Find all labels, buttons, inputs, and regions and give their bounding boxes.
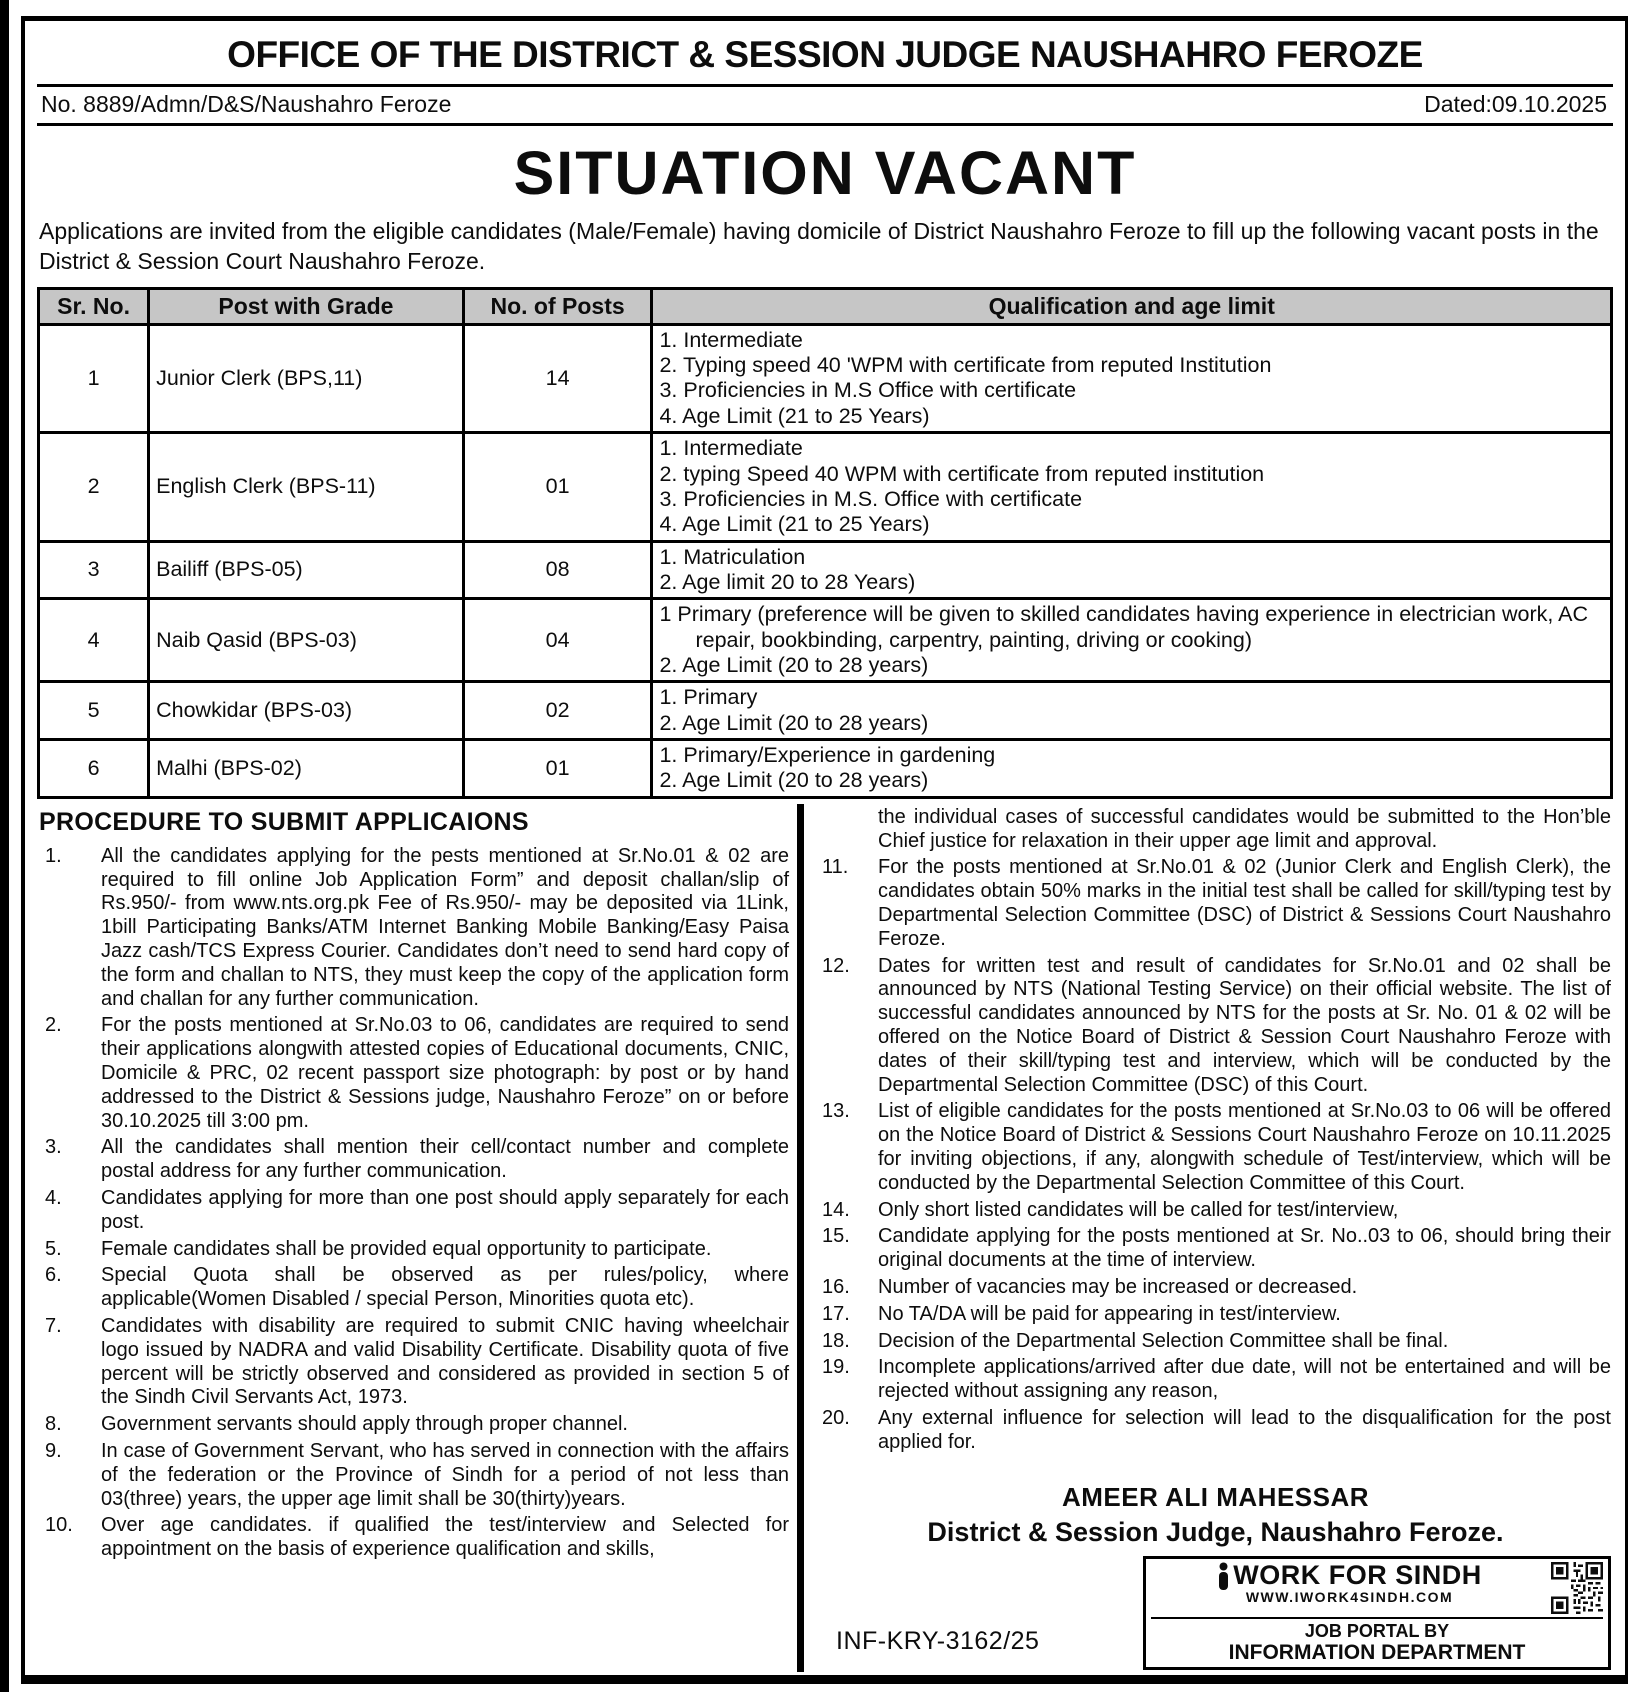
post-cell: Naib Qasid (BPS-03) [149, 599, 464, 682]
item-number: 9. [45, 1439, 62, 1462]
signature-block [820, 1482, 1611, 1548]
sr-cell: 5 [39, 682, 149, 740]
qual-line: 1. Matriculation [659, 544, 806, 569]
inf-reference-number: INF-KRY-3162/25 [836, 1627, 1040, 1656]
footer-row [820, 1548, 1611, 1673]
item-number: 14. [822, 1198, 850, 1221]
table-row [39, 541, 1612, 599]
item-text: All the candidates shall mention their cell/contact number and complete postal address for any further communication. [101, 1136, 789, 1183]
col-header-post: Post with Grade [149, 288, 464, 324]
count-cell: 01 [463, 433, 652, 541]
procedure-item [39, 1264, 789, 1312]
procedure-heading: PROCEDURE TO SUBMIT APPLICAIONS [39, 807, 529, 836]
item-number: 15. [822, 1225, 850, 1248]
count-cell: 14 [463, 324, 652, 432]
post-cell: Malhi (BPS-02) [149, 740, 464, 798]
item-text: For the posts mentioned at Sr.No.03 to 06, candidates are required to send their applications alongwith attested copies of Educational documents, CNIC, Domicile & PRC, 02 recent passport size photograph: by post or by hand addressed to the District & Sessions judge, Naushahro Feroze” on or before 30.10.2025 till 3:00 pm. [101, 1014, 789, 1132]
procedure-item [39, 1514, 789, 1562]
table-row [39, 599, 1612, 682]
post-cell: Bailiff (BPS-05) [149, 541, 464, 599]
reference-row [37, 87, 1613, 126]
page-left-margin-bar [0, 0, 9, 1692]
qual-cell [652, 599, 1612, 682]
table-row [39, 682, 1612, 740]
col-header-qualification: Qualification and age limit [652, 288, 1612, 324]
col-header-sr-no: Sr. No. [39, 288, 149, 324]
procedure-item [820, 1303, 1611, 1327]
item-10-continuation: the individual cases of successful candidates would be submitted to the Hon’ble Chief justice for relaxation in their upper age limit and approval. [878, 805, 1611, 852]
sr-cell: 3 [39, 541, 149, 599]
item-text: No TA/DA will be paid for appearing in test/interview. [878, 1302, 1341, 1325]
qual-cell [652, 541, 1612, 599]
item-text: Government servants should apply through proper channel. [101, 1413, 628, 1436]
vacancy-table [37, 287, 1613, 799]
work-for-sindh-logo-box [1143, 1556, 1611, 1671]
item-text: All the candidates applying for the pests mentioned at Sr.No.01 & 02 are required to fill online Job Application Form” and deposit challan/slip of Rs.950/- from www.nts.org.pk Fee of Rs.950/- may be deposited via 1Link, 1bill Participating Banks/ATM Internet Banking Mobile Banking/Easy Paisa Jazz cash/TCS Express Courier. Candidates don’t need to send hard copy of the form and challan to NTS, they must keep the copy of the application form and challan for any further communication. [101, 844, 789, 1010]
logo-bottom-section [1151, 1617, 1603, 1666]
item-number: 12. [822, 954, 850, 977]
qual-line: 2. Age limit 20 to 28 Years) [659, 569, 916, 594]
signatory-title: District & Session Judge, Naushahro Feroze. [927, 1516, 1504, 1547]
procedure-item [820, 1330, 1611, 1354]
item-text: List of eligible candidates for the posts mentioned at Sr.No.03 to 06 will be offered on the Notice Board of District & Sessions Court Naushahro Feroze on 10.11.2025 for inviting objections, if any, alongwith schedule of Test/interview, which will be conducted by the Departmental Selection Committee of this Court. [878, 1100, 1611, 1194]
logo-website: WWW.IWORK4SINDH.COM [1245, 1588, 1454, 1605]
procedure-item [39, 845, 789, 1012]
table-header-row [39, 288, 1612, 324]
item-number: 2. [45, 1014, 62, 1037]
qual-cell [652, 740, 1612, 798]
post-cell: Junior Clerk (BPS,11) [149, 324, 464, 432]
logo-department: INFORMATION DEPARTMENT [1228, 1641, 1526, 1665]
item-number: 11. [822, 856, 849, 879]
item-number: 1. [45, 844, 62, 867]
ad-title: SITUATION VACANT [513, 139, 1137, 207]
item-text: Only short listed candidates will be called for test/interview, [878, 1198, 1399, 1221]
procedure-item [39, 1315, 789, 1410]
qual-cell [652, 324, 1612, 432]
procedure-item [39, 1413, 789, 1437]
procedure-item [39, 1014, 789, 1133]
procedure-item [820, 1199, 1611, 1223]
item-text: Special Quota shall be observed as per rules/policy, where applicable(Women Disabled / special Person, Minorities quota etc). [101, 1264, 789, 1311]
procedure-left-column [37, 804, 797, 1673]
ad-frame [21, 16, 1628, 1684]
item-number: 8. [45, 1413, 62, 1436]
item-text: Candidates applying for more than one post should apply separately for each post. [101, 1186, 789, 1233]
qual-line: 1. Primary/Experience in gardening [659, 743, 996, 768]
item-text: Incomplete applications/arrived after due date, will not be entertained and will be rejected without assigning any reason, [878, 1356, 1611, 1403]
item-number: 10. [45, 1514, 73, 1537]
qual-line: 1. Primary [659, 685, 758, 710]
procedure-item [820, 856, 1611, 951]
procedure-item [820, 955, 1611, 1098]
item-number: 7. [45, 1314, 62, 1337]
qual-line: 3. Proficiencies in M.S Office with certificate [659, 378, 1077, 403]
reference-number: No. 8889/Admn/D&S/Naushahro Feroze [41, 91, 452, 117]
qual-line: 2. Age Limit (20 to 28 years) [659, 710, 929, 735]
procedure-item [820, 1225, 1611, 1273]
item-number: 3. [45, 1136, 62, 1159]
person-icon [1217, 1562, 1230, 1590]
intro-text: Applications are invited from the eligible candidates (Male/Female) having domicile of District Naushahro Feroze to fill up the following vacant posts in the District & Session Court Naushahro Feroze. [39, 218, 1599, 275]
count-cell: 08 [463, 541, 652, 599]
signatory-name: AMEER ALI MAHESSAR [1061, 1481, 1370, 1512]
item-number: 6. [45, 1264, 62, 1287]
table-row [39, 740, 1612, 798]
logo-title: WORK FOR SINDH [1233, 1560, 1482, 1591]
procedure-item [39, 1187, 789, 1235]
item-text: Candidates with disability are required to submit CNIC having wheelchair logo issued by NADRA and valid Disability Certificate. Disability quota of five percent will be strictly observed and considered as provided in section 5 of the Sindh Civil Servants Act, 1973. [101, 1314, 789, 1409]
procedure-right-column [804, 804, 1613, 1673]
dated-label: Dated:09.10.2025 [1424, 91, 1607, 117]
item-text: Candidate applying for the posts mentioned at Sr. No..03 to 06, should bring their original documents at the time of interview. [878, 1225, 1611, 1272]
procedure-item [820, 1100, 1611, 1195]
logo-portal-by: JOB PORTAL BY [1304, 1620, 1450, 1641]
item-text: Female candidates shall be provided equal opportunity to participate. [101, 1237, 712, 1260]
table-row [39, 324, 1612, 432]
procedure-item [39, 1136, 789, 1184]
procedure-item [39, 1238, 789, 1262]
col-header-no-of-posts: No. of Posts [463, 288, 652, 324]
column-divider-rule [797, 804, 804, 1673]
item-text: Over age candidates. if qualified the test/interview and Selected for appointment on the basis of experience qualification and skills, [101, 1514, 789, 1561]
item-number: 16. [822, 1275, 850, 1298]
procedure-item [820, 1276, 1611, 1300]
procedure-item [820, 1356, 1611, 1404]
procedure-item [820, 1407, 1611, 1455]
sr-cell: 2 [39, 433, 149, 541]
count-cell: 04 [463, 599, 652, 682]
item-number: 19. [822, 1356, 850, 1379]
item-text: Any external influence for selection will lead to the disqualification for the post applied for. [878, 1406, 1611, 1453]
qual-line: 2. Typing speed 40 'WPM with certificate from reputed Institution [659, 353, 1272, 378]
item-text: For the posts mentioned at Sr.No.01 & 02 (Junior Clerk and English Clerk), the candidates obtain 50% marks in the initial test shall be called for skill/typing test by Departmental Selection Committee (DSC) of District & Sessions Court Naushahro Feroze. [878, 856, 1611, 950]
qual-line: 1. Intermediate [659, 327, 803, 352]
item-number: 17. [822, 1302, 850, 1325]
count-cell: 02 [463, 682, 652, 740]
qr-code-icon [1551, 1562, 1603, 1614]
item-text: In case of Government Servant, who has served in connection with the affairs of the federation or the Province of Sindh for a period of not less than 03(three) years, the upper age limit shall be 30(thirty)years. [101, 1439, 789, 1510]
item-number: 20. [822, 1406, 850, 1429]
qual-line: 2. Age Limit (20 to 28 years) [659, 768, 929, 793]
sr-cell: 6 [39, 740, 149, 798]
item-number: 4. [45, 1186, 62, 1209]
qual-line: 2. Age Limit (20 to 28 years) [659, 653, 929, 678]
qual-cell [652, 682, 1612, 740]
qual-line: 4. Age Limit (21 to 25 Years) [659, 512, 930, 537]
procedure-item [39, 1440, 789, 1511]
qual-line: 3. Proficiencies in M.S. Office with certificate [659, 486, 1083, 511]
item-text: Dates for written test and result of candidates for Sr.No.01 and 02 shall be announced by NTS (National Testing Service) on their official website. The list of successful candidates announced by NTS for the posts at Sr. No. 01 & 02 will be offered on the Notice Board of District & Session Court Naushahro Feroze with dates of their skill/typing test and interview, which will be conducted by the Departmental Selection Committee (DSC) of this Court. [878, 954, 1611, 1096]
item-text: Number of vacancies may be increased or decreased. [878, 1275, 1358, 1298]
qual-cell [652, 433, 1612, 541]
count-cell: 01 [463, 740, 652, 798]
procedure-columns [37, 804, 1613, 1673]
item-number: 18. [822, 1329, 850, 1352]
office-title: OFFICE OF THE DISTRICT & SESSION JUDGE NAUSHAHRO FEROZE [37, 25, 1613, 87]
item-number: 5. [45, 1237, 62, 1260]
post-cell: English Clerk (BPS-11) [149, 433, 464, 541]
qual-line: 2. typing Speed 40 WPM with certificate from reputed institution [659, 461, 1265, 486]
logo-top-section [1151, 1562, 1603, 1614]
sr-cell: 1 [39, 324, 149, 432]
qual-line: 4. Age Limit (21 to 25 Years) [659, 403, 930, 428]
item-text: Decision of the Departmental Selection Committee shall be final. [878, 1329, 1449, 1352]
logo-title-row [1151, 1562, 1548, 1590]
table-row [39, 433, 1612, 541]
qual-line: 1 Primary (preference will be given to skilled candidates having experience in electrician work, AC repair, bookbinding, carpentry, painting, driving or cooking) [659, 602, 1588, 652]
qual-line: 1. Intermediate [659, 436, 803, 461]
sr-cell: 4 [39, 599, 149, 682]
post-cell: Chowkidar (BPS-03) [149, 682, 464, 740]
item-number: 13. [822, 1100, 850, 1123]
